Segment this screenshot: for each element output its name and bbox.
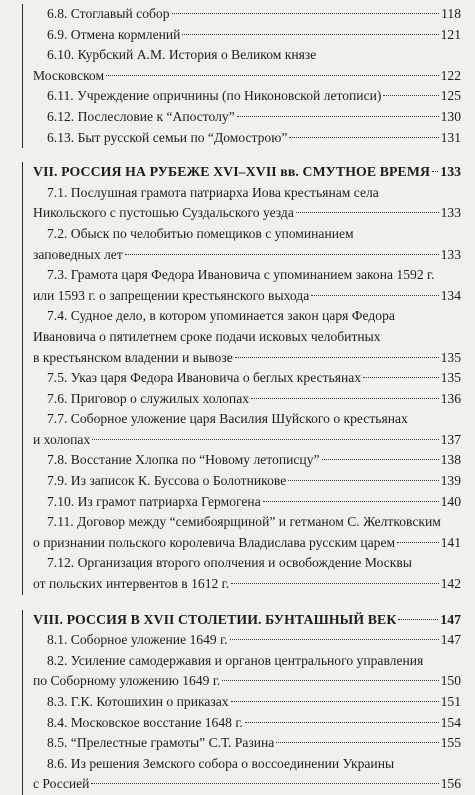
page-number: 142 xyxy=(440,576,461,592)
page-number: 147 xyxy=(440,632,461,648)
page-number: 125 xyxy=(440,88,461,104)
entry-text: заповедных лет xyxy=(33,246,123,262)
entry-text: Московском xyxy=(33,67,105,83)
toc-entry[interactable] xyxy=(33,630,461,651)
entry-text: о признании польского королевича Владислава русским царем xyxy=(33,534,396,550)
dot-leader xyxy=(263,501,439,502)
page-number: 139 xyxy=(440,473,461,489)
toc-entry-line[interactable] xyxy=(33,128,461,149)
entry-text: с Россией xyxy=(33,776,90,792)
page-number: 147 xyxy=(440,611,461,627)
dot-leader xyxy=(182,34,438,35)
page-number: 131 xyxy=(440,129,461,145)
toc-entry-line: 7.12. Организация второго ополчения и освобождение Москвы xyxy=(47,555,412,571)
chapter-heading[interactable] xyxy=(33,162,461,183)
entry-text: 6.11. Учреждение опричнины (по Никоновской летописи) xyxy=(47,88,382,104)
dot-leader xyxy=(230,639,439,640)
toc-entry[interactable] xyxy=(33,265,461,306)
toc-entry[interactable] xyxy=(33,553,461,594)
dot-leader xyxy=(92,439,438,440)
toc-entry-line: 7.11. Договор между “семибоярщиной” и гетманом С. Желтковским xyxy=(47,514,441,530)
toc-entry-line[interactable] xyxy=(33,348,461,369)
page-number: 133 xyxy=(440,205,461,221)
entry-text: от польских интервентов в 1612 г. xyxy=(33,576,230,592)
toc-entry-line[interactable] xyxy=(33,630,461,651)
toc-entry[interactable] xyxy=(33,183,461,224)
toc-section xyxy=(22,162,461,594)
page-number: 136 xyxy=(440,390,461,406)
dot-leader xyxy=(91,783,438,784)
toc-entry[interactable] xyxy=(33,409,461,450)
toc-entry[interactable] xyxy=(33,86,461,107)
page-number: 138 xyxy=(440,452,461,468)
toc-entry[interactable] xyxy=(33,128,461,149)
toc-entry-line: Ивановича о пятилетнем сроке подачи исковых челобитных xyxy=(33,328,381,344)
page-number: 134 xyxy=(440,287,461,303)
page-number: 137 xyxy=(440,431,461,447)
entry-text: 6.13. Быт русской семьи по “Домострою” xyxy=(47,129,288,145)
page-number: 141 xyxy=(440,534,461,550)
entry-text: по Соборному уложению 1649 г. xyxy=(33,673,221,689)
entry-text: VIII. РОССИЯ В XVII СТОЛЕТИИ. БУНТАШНЫЙ ВЕК xyxy=(33,611,397,627)
toc-entry[interactable] xyxy=(33,450,461,471)
entry-text: 8.3. Г.К. Котошихин о приказах xyxy=(47,694,229,709)
entry-text: 8.1. Соборное уложение 1649 г. xyxy=(47,632,228,648)
toc-entry-line: 7.1. Послушная грамота патриарха Иова крестьянам села xyxy=(47,184,379,200)
toc-entry-line[interactable] xyxy=(33,692,461,713)
entry-text: Никольского с пустошью Суздальского уезда xyxy=(33,205,294,221)
toc-entry-line[interactable] xyxy=(33,286,461,307)
toc-entry-line: 8.6. Из решения Земского собора о воссоединении Украины xyxy=(47,755,395,771)
toc-entry-line[interactable] xyxy=(33,4,461,25)
dot-leader xyxy=(398,619,438,620)
toc-entry[interactable] xyxy=(33,224,461,265)
toc-entry[interactable] xyxy=(33,492,461,513)
toc-entry-line[interactable] xyxy=(33,66,461,87)
entry-text: в крестьянском владении и вывозе xyxy=(33,349,233,365)
toc-entry-line: 7.2. Обыск по челобитью помещиков с упоминанием xyxy=(47,225,354,241)
dot-leader xyxy=(311,295,438,296)
dot-leader xyxy=(106,75,439,76)
toc-entry[interactable] xyxy=(33,651,461,692)
toc-entry[interactable] xyxy=(33,306,461,368)
toc-section xyxy=(22,4,461,148)
page-number: 151 xyxy=(440,694,461,709)
toc-entry-line[interactable] xyxy=(33,368,461,389)
toc-entry-line[interactable] xyxy=(33,533,461,554)
entry-text: 7.5. Указ царя Федора Ивановича о беглых крестьянах xyxy=(47,370,362,386)
entry-text: 7.6. Приговор о служилых холопах xyxy=(47,390,250,406)
toc-entry-line[interactable] xyxy=(33,774,461,795)
toc-entry-line[interactable] xyxy=(33,733,461,754)
dot-leader xyxy=(383,95,438,96)
dot-leader xyxy=(222,680,438,681)
toc-entry-line: 6.10. Курбский А.М. История о Великом князе xyxy=(47,47,317,63)
entry-text: или 1593 г. о запрещении крестьянского выхода xyxy=(33,287,310,303)
dot-leader xyxy=(231,701,439,702)
toc-entry-line[interactable] xyxy=(33,492,461,513)
toc-entry[interactable] xyxy=(33,713,461,734)
entry-text: 8.4. Московское восстание 1648 г. xyxy=(47,714,243,730)
toc-entry-line[interactable] xyxy=(33,671,461,692)
page-number: 156 xyxy=(440,776,461,792)
toc-entry-line[interactable] xyxy=(33,430,461,451)
toc-entry-line[interactable] xyxy=(33,389,461,410)
entry-text: 6.8. Стоглавый собор xyxy=(47,6,170,21)
dot-leader xyxy=(235,357,439,358)
dot-leader xyxy=(125,254,439,255)
page-number: 140 xyxy=(440,493,461,509)
entry-text: 7.9. Из записок К. Буссова о Болотникове xyxy=(47,473,287,489)
toc-entry-line[interactable] xyxy=(33,107,461,128)
dot-leader xyxy=(172,13,440,14)
toc-entry-line: 7.3. Грамота царя Федора Ивановича с упоминанием закона 1592 г. xyxy=(47,267,435,283)
entry-text: 7.10. Из грамот патриарха Гермогена xyxy=(47,493,261,509)
dot-leader xyxy=(288,480,438,481)
toc-entry[interactable] xyxy=(33,45,461,86)
toc-entry-line[interactable] xyxy=(33,574,461,595)
dot-leader xyxy=(251,398,439,399)
dot-leader xyxy=(322,459,439,460)
page-number: 150 xyxy=(440,673,461,689)
toc-entry[interactable] xyxy=(33,389,461,410)
entry-text: 7.8. Восстание Хлопка по “Новому летописцу” xyxy=(47,452,320,468)
toc-entry-line[interactable] xyxy=(33,713,461,734)
entry-text: и холопах xyxy=(33,431,91,447)
toc-entry-line[interactable] xyxy=(33,471,461,492)
dot-leader xyxy=(276,742,438,743)
dot-leader xyxy=(237,116,439,117)
toc-entry-line[interactable] xyxy=(33,203,461,224)
toc-section xyxy=(22,610,461,795)
page-number: 133 xyxy=(440,164,461,180)
page-number: 135 xyxy=(440,370,461,386)
page-number: 155 xyxy=(440,735,461,751)
entry-text: 8.5. “Прелестные грамоты” С.Т. Разина xyxy=(47,735,275,751)
toc-entry[interactable] xyxy=(33,471,461,492)
chapter-heading[interactable] xyxy=(33,610,461,631)
entry-text: 6.12. Послесловие к “Апостолу” xyxy=(47,108,235,124)
dot-leader xyxy=(289,137,438,138)
toc-entry[interactable] xyxy=(33,25,461,46)
dot-leader xyxy=(245,722,439,723)
page-number: 135 xyxy=(440,349,461,365)
toc-entry-line: 8.2. Усиление самодержавия и органов центрального управления xyxy=(47,652,424,668)
page-number: 122 xyxy=(440,67,461,83)
toc-entry[interactable] xyxy=(33,107,461,128)
dot-leader xyxy=(296,212,439,213)
toc-entry[interactable] xyxy=(33,4,461,25)
toc-entry-line[interactable] xyxy=(33,245,461,266)
dot-leader xyxy=(231,583,438,584)
page-number: 133 xyxy=(440,246,461,262)
toc-entry[interactable] xyxy=(33,754,461,795)
dot-leader xyxy=(432,171,438,172)
toc-entry-line: 7.4. Судное дело, в котором упоминается закон царя Федора xyxy=(47,308,395,324)
toc-entry-line[interactable] xyxy=(33,450,461,471)
toc-entry-line[interactable] xyxy=(33,86,461,107)
entry-text: VII. РОССИЯ НА РУБЕЖЕ XVI–XVII вв. СМУТНОЕ ВРЕМЯ xyxy=(33,164,431,180)
toc-entry-line[interactable] xyxy=(33,25,461,46)
page-number: 154 xyxy=(440,714,461,730)
toc-entry[interactable] xyxy=(33,733,461,754)
dot-leader xyxy=(363,377,439,378)
toc-entry[interactable] xyxy=(33,368,461,389)
toc-entry[interactable] xyxy=(33,692,461,713)
page-number: 130 xyxy=(440,108,461,124)
toc-entry[interactable] xyxy=(33,512,461,553)
entry-text: 6.9. Отмена кормлений xyxy=(47,26,181,42)
page-number: 118 xyxy=(441,6,461,21)
toc-entry-line: 7.7. Соборное уложение царя Василия Шуйского о крестьянах xyxy=(47,411,408,427)
page-number: 121 xyxy=(440,26,461,42)
dot-leader xyxy=(397,542,439,543)
